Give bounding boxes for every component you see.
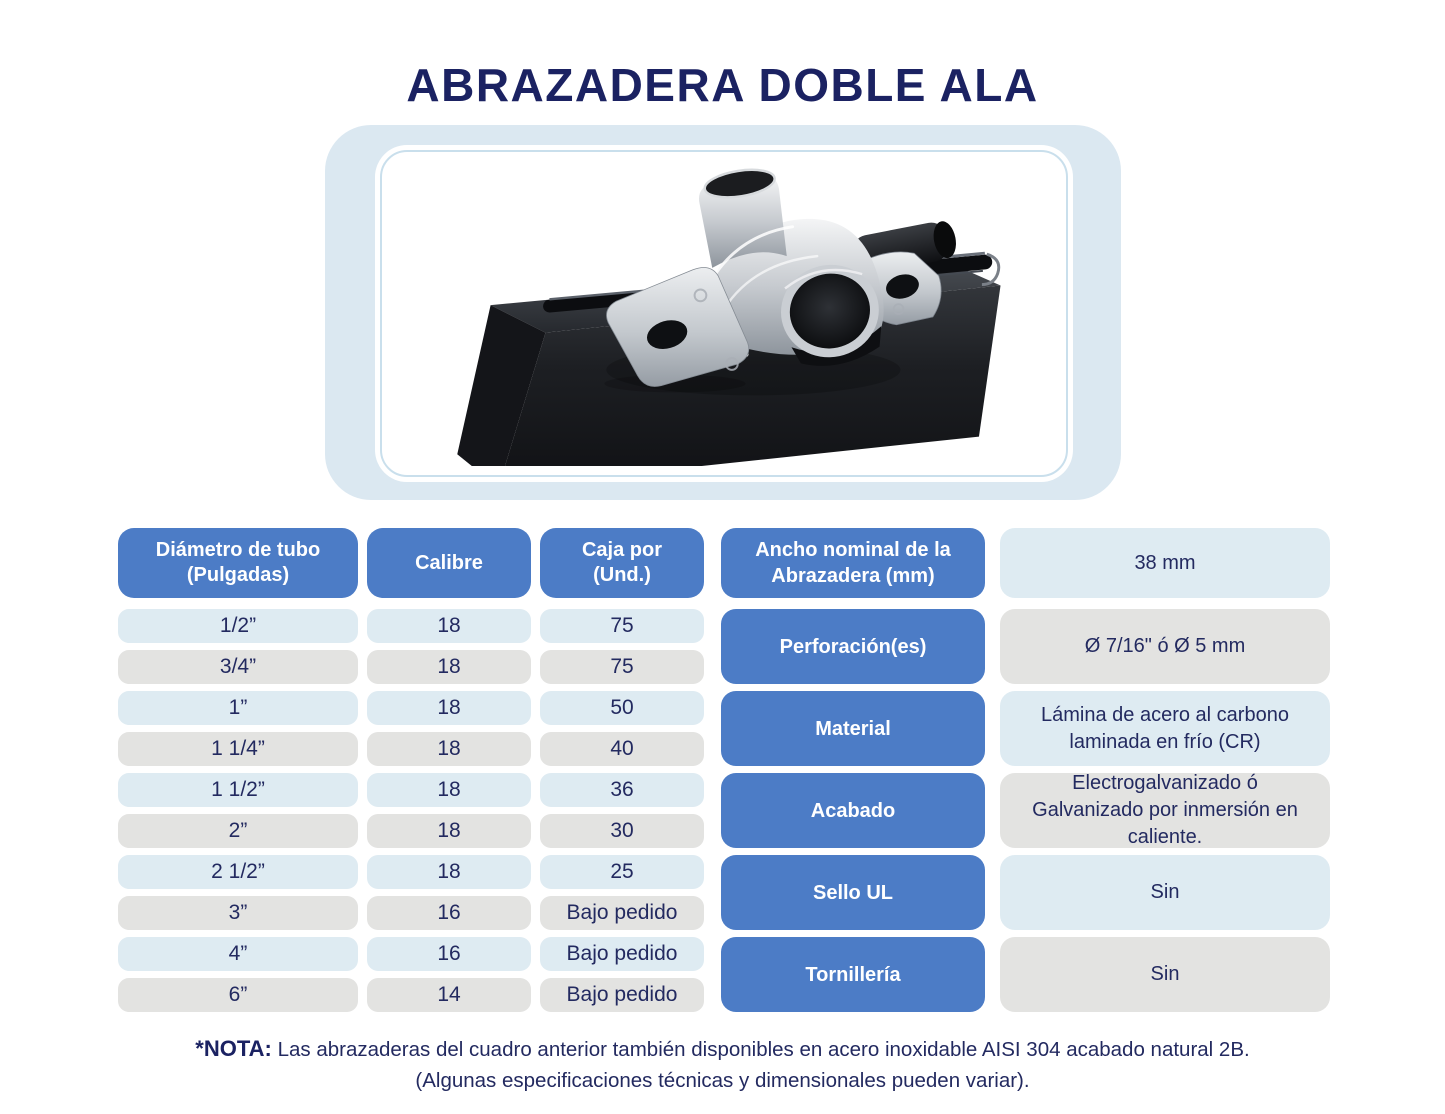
spec-row: [721, 528, 1330, 598]
cell-caja: Bajo pedido: [540, 978, 704, 1012]
cell-diametro: 4”: [118, 937, 358, 971]
cell-diametro: 2”: [118, 814, 358, 848]
page-title: ABRAZADERA DOBLE ALA: [406, 59, 1039, 111]
spec-value-ancho-nominal: 38 mm: [1000, 528, 1330, 598]
cell-caja: Bajo pedido: [540, 937, 704, 971]
header-calibre: Calibre: [367, 528, 531, 598]
spec-label-tornilleria: Tornillería: [721, 937, 985, 1012]
product-photo-clamp-on-strut: [400, 162, 1048, 466]
cell-caja: Bajo pedido: [540, 896, 704, 930]
spec-row: [721, 609, 1330, 684]
spec-value-material: Lámina de acero al carbono laminada en frío (CR): [1000, 691, 1330, 766]
product-image-frame: [375, 145, 1073, 482]
spec-row: [721, 937, 1330, 1012]
size-table-header-row: [118, 528, 704, 598]
cell-caja: 75: [540, 609, 704, 643]
cell-calibre: 18: [367, 814, 531, 848]
spec-row: [721, 773, 1330, 848]
spec-row: [721, 691, 1330, 766]
spec-table: [721, 528, 1330, 1012]
table-row: [118, 814, 704, 848]
size-table: [118, 528, 704, 1012]
cell-diametro: 6”: [118, 978, 358, 1012]
cell-calibre: 18: [367, 855, 531, 889]
spec-row: [721, 855, 1330, 930]
spec-value-tornilleria: Sin: [1000, 937, 1330, 1012]
cell-caja: 36: [540, 773, 704, 807]
footnote: [0, 1032, 1445, 1097]
cell-caja: 75: [540, 650, 704, 684]
cell-caja: 25: [540, 855, 704, 889]
spec-value-perforaciones: Ø 7/16" ó Ø 5 mm: [1000, 609, 1330, 684]
table-row: [118, 691, 704, 725]
table-row: [118, 609, 704, 643]
spec-label-material: Material: [721, 691, 985, 766]
spec-label-perforaciones: Perforación(es): [721, 609, 985, 684]
header-caja-por: Caja por (Und.): [540, 528, 704, 598]
table-row: [118, 896, 704, 930]
table-row: [118, 732, 704, 766]
cell-calibre: 18: [367, 691, 531, 725]
footnote-text1: Las abrazaderas del cuadro anterior también disponibles en acero inoxidable AISI 304 acabado natural 2B.: [277, 1038, 1250, 1061]
cell-calibre: 18: [367, 650, 531, 684]
spec-label-ancho-nominal: Ancho nominal de la Abrazadera (mm): [721, 528, 985, 598]
spec-value-sello-ul: Sin: [1000, 855, 1330, 930]
cell-diametro: 1”: [118, 691, 358, 725]
table-row: [118, 855, 704, 889]
cell-diametro: 1 1/2”: [118, 773, 358, 807]
cell-calibre: 18: [367, 773, 531, 807]
spec-label-acabado: Acabado: [721, 773, 985, 848]
spec-label-sello-ul: Sello UL: [721, 855, 985, 930]
cell-diametro: 1 1/4”: [118, 732, 358, 766]
cell-calibre: 14: [367, 978, 531, 1012]
cell-caja: 30: [540, 814, 704, 848]
cell-calibre: 18: [367, 609, 531, 643]
header-diametro: Diámetro de tubo (Pulgadas): [118, 528, 358, 598]
table-row: [118, 650, 704, 684]
table-row: [118, 937, 704, 971]
footnote-line1: [0, 1032, 1445, 1066]
footnote-line2: (Algunas especificaciones técnicas y dimensionales pueden variar).: [415, 1068, 1030, 1092]
product-image-card: [325, 125, 1121, 500]
table-row: [118, 978, 704, 1012]
spec-value-acabado: Electrogalvanizado ó Galvanizado por inmersión en caliente.: [1000, 773, 1330, 848]
cell-diametro: 3/4”: [118, 650, 358, 684]
product-image-border: [380, 150, 1068, 477]
cell-calibre: 16: [367, 896, 531, 930]
cell-calibre: 16: [367, 937, 531, 971]
footnote-prefix: *NOTA:: [195, 1036, 272, 1061]
cell-diametro: 3”: [118, 896, 358, 930]
cell-calibre: 18: [367, 732, 531, 766]
cell-diametro: 1/2”: [118, 609, 358, 643]
table-row: [118, 773, 704, 807]
cell-caja: 40: [540, 732, 704, 766]
cell-caja: 50: [540, 691, 704, 725]
cell-diametro: 2 1/2”: [118, 855, 358, 889]
